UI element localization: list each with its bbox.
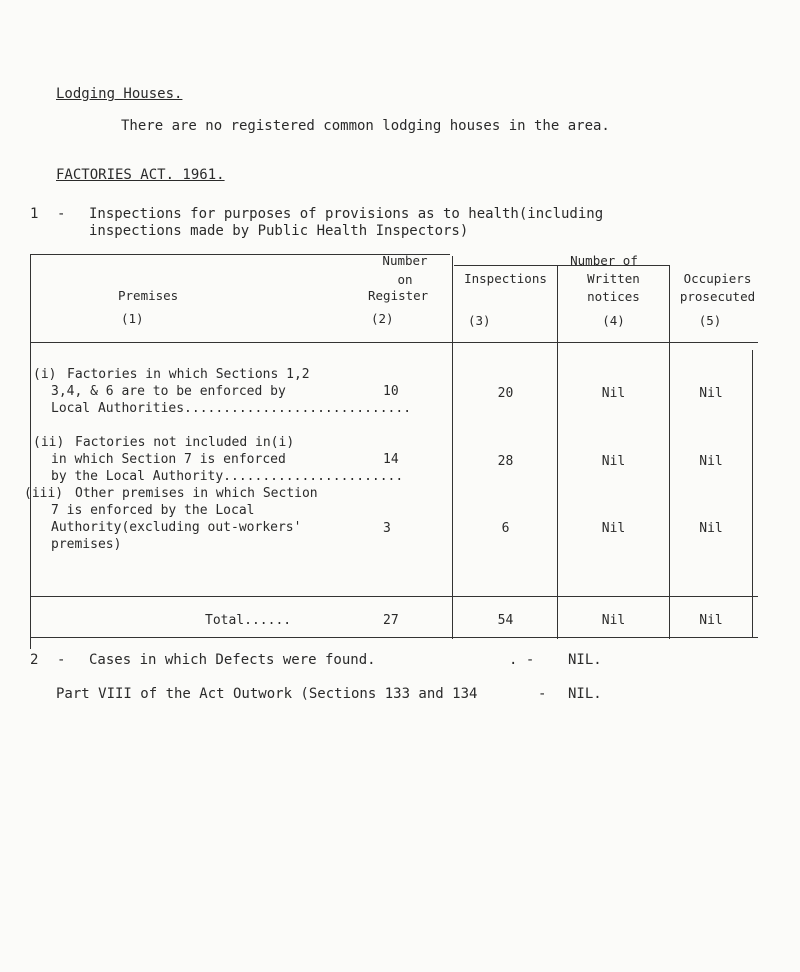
section2-number: 2 bbox=[30, 652, 39, 668]
row-line3: Authority(excluding out-workers' bbox=[51, 520, 302, 535]
row-line1: Factories in which Sections 1,2 bbox=[67, 367, 310, 382]
row-line3: by the Local Authority....................... bbox=[51, 469, 404, 484]
part8-dash: - bbox=[538, 686, 547, 702]
header-premises: Premises bbox=[118, 288, 179, 303]
factories-act-heading: FACTORIES ACT. 1961. bbox=[56, 167, 225, 183]
row-inspections: 6 bbox=[501, 521, 510, 536]
total-inspections: 54 bbox=[497, 613, 514, 628]
row-inspections: 20 bbox=[497, 386, 514, 401]
row-written: Nil bbox=[601, 386, 626, 401]
header-written-line1: Written bbox=[587, 271, 640, 286]
total-written: Nil bbox=[601, 613, 626, 628]
section2-text: Cases in which Defects were found. bbox=[89, 652, 376, 668]
row-line1: Other premises in which Section bbox=[75, 486, 318, 501]
header-number-of: Number of bbox=[570, 253, 638, 268]
total-label: Total...... bbox=[205, 613, 292, 628]
row-line1: Factories not included in(i) bbox=[75, 435, 295, 450]
section2-dots: . - bbox=[509, 652, 535, 668]
total-occupiers: Nil bbox=[699, 613, 723, 628]
row-label: (ii) bbox=[33, 435, 65, 450]
section1-dash: - bbox=[57, 206, 66, 222]
row-label: (i) bbox=[33, 367, 57, 382]
row-line2: 7 is enforced by the Local bbox=[51, 503, 255, 518]
header-occupiers-line2: prosecuted bbox=[679, 289, 756, 304]
row-written: Nil bbox=[601, 521, 626, 536]
row-label: (iii) bbox=[24, 486, 64, 501]
row-register: 10 bbox=[383, 384, 399, 399]
header-written-line2: notices bbox=[587, 289, 640, 304]
row-register: 3 bbox=[383, 521, 391, 536]
header-occupiers-line1: Occupiers bbox=[683, 271, 752, 286]
header-written-num: (4) bbox=[602, 313, 625, 328]
lodging-houses-text: There are no registered common lodging houses in the area. bbox=[121, 118, 610, 134]
row-inspections: 28 bbox=[497, 454, 514, 469]
section2-dash: - bbox=[57, 652, 66, 668]
header-occupiers-num: (5) bbox=[698, 313, 722, 328]
lodging-houses-heading: Lodging Houses. bbox=[56, 86, 183, 102]
row-occupiers: Nil bbox=[699, 521, 723, 536]
section1-number: 1 bbox=[30, 206, 39, 222]
header-register-line2: on bbox=[397, 272, 413, 287]
row-line4: premises) bbox=[51, 537, 122, 552]
row-line2: in which Section 7 is enforced bbox=[51, 452, 286, 467]
row-register: 14 bbox=[383, 452, 399, 467]
row-line3: Local Authorities............................. bbox=[51, 401, 412, 416]
header-register-num: (2) bbox=[371, 311, 394, 326]
part8-text: Part VIII of the Act Outwork (Sections 133 and 134 bbox=[56, 686, 478, 702]
row-written: Nil bbox=[601, 454, 626, 469]
header-register-line3: Register bbox=[368, 288, 429, 303]
row-line2: 3,4, & 6 are to be enforced by bbox=[51, 384, 286, 399]
header-inspections-num: (3) bbox=[468, 313, 491, 328]
header-inspections: Inspections bbox=[464, 271, 547, 286]
section2-result: NIL. bbox=[568, 652, 602, 668]
row-occupiers: Nil bbox=[699, 454, 723, 469]
part8-result: NIL. bbox=[568, 686, 602, 702]
total-register: 27 bbox=[383, 613, 399, 628]
header-register-line1: Number bbox=[382, 253, 428, 268]
row-occupiers: Nil bbox=[699, 386, 723, 401]
section1-text-line2: inspections made by Public Health Inspectors) bbox=[89, 223, 469, 239]
header-premises-num: (1) bbox=[121, 311, 144, 326]
section1-text-line1: Inspections for purposes of provisions as to health(including bbox=[89, 206, 604, 222]
